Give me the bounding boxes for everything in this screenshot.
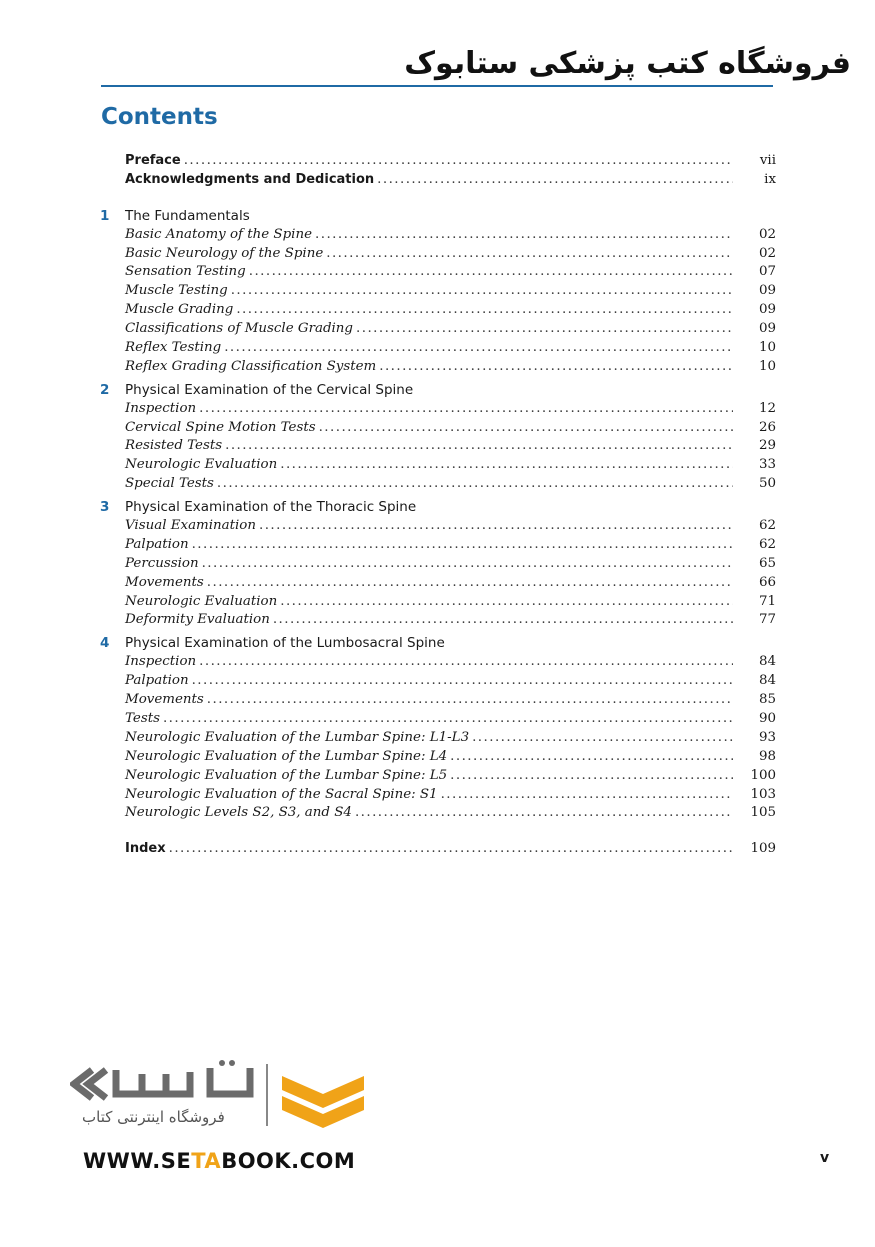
toc-entry-page: 12 [758, 400, 776, 416]
toc-entry-page: 02 [758, 226, 776, 242]
toc-entry-page: 50 [758, 476, 776, 492]
toc-entry-label: Movements [125, 574, 204, 590]
dot-leader [184, 152, 733, 171]
index-entry[interactable] [100, 840, 776, 859]
toc-entry-page: 26 [758, 419, 776, 435]
toc-entry-label: Movements [125, 692, 204, 708]
dot-leader [379, 358, 733, 377]
dot-leader [326, 245, 733, 264]
dot-leader [236, 301, 733, 320]
dot-leader [377, 171, 733, 190]
toc-entry-page: 66 [758, 574, 776, 590]
dot-leader [249, 263, 733, 282]
toc-entry-label: Inspection [125, 654, 197, 670]
dot-leader [259, 517, 733, 536]
section-entry[interactable] [100, 804, 776, 823]
url-prefix: WWW.SE [83, 1149, 192, 1173]
toc-entry-label: Neurologic Evaluation of the Lumbar Spine: L4 [125, 748, 448, 764]
setabook-logo-mark [70, 1060, 370, 1140]
chapter-heading[interactable] [100, 498, 776, 517]
toc-entry-page: 10 [758, 340, 776, 356]
section-entry[interactable] [100, 437, 776, 456]
toc-entry-page: 62 [758, 536, 776, 552]
section-entry[interactable] [100, 672, 776, 691]
chapter-number: 3 [100, 499, 110, 516]
toc-entry-label: Muscle Testing [125, 283, 228, 299]
chapter-heading[interactable] [100, 207, 776, 226]
toc-entry-label: Sensation Testing [125, 264, 246, 280]
toc-entry-label: Neurologic Evaluation of the Lumbar Spine: L1-L3 [125, 729, 470, 745]
dot-leader [199, 653, 733, 672]
page-number: v [820, 1150, 830, 1166]
toc-entry-label: Neurologic Levels S2, S3, and S4 [125, 805, 352, 821]
toc-entry-label: Classifications of Muscle Grading [125, 321, 354, 337]
toc-entry-page: 98 [758, 748, 776, 764]
toc-entry-page: 77 [758, 612, 776, 628]
toc-entry-page: 29 [758, 438, 776, 454]
dot-leader [169, 840, 733, 859]
section-entry[interactable] [100, 653, 776, 672]
section-entry[interactable] [100, 748, 776, 767]
dot-leader [273, 611, 733, 630]
toc-entry-label: Tests [125, 710, 160, 726]
toc-entry-label: Muscle Grading [125, 302, 234, 318]
toc-entry-page: 07 [758, 264, 776, 280]
toc-entry-label: Physical Examination of the Lumbosacral Spine [125, 635, 445, 652]
section-entry[interactable] [100, 263, 776, 282]
section-entry[interactable] [100, 710, 776, 729]
dot-leader [280, 456, 733, 475]
dot-leader [202, 555, 733, 574]
toc-entry-label: Cervical Spine Motion Tests [125, 419, 316, 435]
chapter-heading[interactable] [100, 381, 776, 400]
toc-entry-page: 93 [758, 729, 776, 745]
section-entry[interactable] [100, 358, 776, 377]
section-entry[interactable] [100, 282, 776, 301]
toc-entry-label: Basic Anatomy of the Spine [125, 226, 313, 242]
dot-leader [231, 282, 733, 301]
toc-entry-page: 109 [750, 841, 776, 857]
section-entry[interactable] [100, 475, 776, 494]
chapter-heading[interactable] [100, 634, 776, 653]
toc-entry-page: 10 [758, 358, 776, 374]
toc-entry-page: 33 [758, 457, 776, 473]
header-rule [101, 85, 773, 87]
url-accent: TA [191, 1149, 222, 1173]
chapter-number: 2 [100, 381, 110, 398]
toc-entry-page: 100 [750, 767, 776, 783]
section-entry[interactable] [100, 574, 776, 593]
section-entry[interactable] [100, 611, 776, 630]
section-entry[interactable] [100, 320, 776, 339]
dot-leader [280, 593, 733, 612]
dot-leader [207, 691, 733, 710]
toc-entry-page: 84 [758, 673, 776, 689]
chapter-number: 1 [100, 207, 110, 224]
section-entry[interactable] [100, 419, 776, 438]
dot-leader [225, 437, 733, 456]
toc-entry-page: 09 [758, 321, 776, 337]
section-entry[interactable] [100, 226, 776, 245]
toc-entry-page: 85 [758, 692, 776, 708]
dot-leader [450, 748, 733, 767]
toc-entry-label: Neurologic Evaluation [125, 593, 278, 609]
toc-entry-label: Resisted Tests [125, 438, 223, 454]
toc-entry-page: vii [759, 153, 776, 168]
toc-entry-label: Preface [125, 153, 181, 168]
toc-entry-page: 09 [758, 283, 776, 299]
dot-leader [217, 475, 733, 494]
dot-leader [356, 320, 733, 339]
dot-leader [192, 536, 733, 555]
section-entry[interactable] [100, 729, 776, 748]
toc-entry-page: 71 [758, 593, 776, 609]
toc-entry-label: Special Tests [125, 476, 214, 492]
toc-entry-label: Neurologic Evaluation of the Lumbar Spine: L5 [125, 767, 448, 783]
dot-leader [450, 767, 733, 786]
toc-entry-page: 103 [750, 786, 776, 802]
section-entry[interactable] [100, 301, 776, 320]
toc-entry-label: Physical Examination of the Thoracic Spine [125, 499, 417, 516]
section-entry[interactable] [100, 245, 776, 264]
front-matter-entry[interactable] [100, 171, 776, 190]
toc-entry-page: ix [764, 171, 776, 187]
toc-entry-label: Physical Examination of the Cervical Spine [125, 381, 414, 398]
dot-leader [472, 729, 733, 748]
dot-leader [319, 419, 733, 438]
chapter-number: 4 [100, 635, 110, 652]
spacer [100, 190, 776, 207]
toc-entry-page: 84 [758, 654, 776, 670]
toc-entry-label: Neurologic Evaluation [125, 457, 278, 473]
toc-entry-page: 09 [758, 302, 776, 318]
dot-leader [224, 339, 733, 358]
page-title: Contents [101, 104, 218, 130]
toc-entry-label: The Fundamentals [125, 207, 250, 224]
toc-entry-label: Reflex Grading Classification System [125, 358, 377, 374]
section-entry[interactable] [100, 691, 776, 710]
toc-entry-label: Acknowledgments and Dedication [125, 171, 375, 187]
url-suffix: BOOK.COM [221, 1149, 356, 1173]
spacer [100, 823, 776, 840]
section-entry[interactable] [100, 456, 776, 475]
section-entry[interactable] [100, 400, 776, 419]
dot-leader [163, 710, 733, 729]
section-entry[interactable] [100, 517, 776, 536]
dot-leader [199, 400, 733, 419]
toc-entry-label: Inspection [125, 400, 197, 416]
toc-entry-label: Palpation [125, 673, 189, 689]
section-entry[interactable] [100, 767, 776, 786]
toc-entry-label: Deformity Evaluation [125, 612, 270, 628]
section-entry[interactable] [100, 555, 776, 574]
toc-entry-page: 105 [750, 805, 776, 821]
logo-tagline: فروشگاه اینترنتی کتاب [82, 1108, 225, 1126]
toc-entry-label: Neurologic Evaluation of the Sacral Spine: S1 [125, 786, 438, 802]
section-entry[interactable] [100, 536, 776, 555]
setabook-logo [70, 1060, 370, 1140]
section-entry[interactable] [100, 593, 776, 612]
toc-entry-label: Visual Examination [125, 518, 256, 534]
store-banner: فروشگاه کتب پزشکی ستابوک [404, 46, 851, 81]
toc-entry-label: Basic Neurology of the Spine [125, 245, 324, 261]
front-matter-entry[interactable] [100, 152, 776, 171]
dot-leader [207, 574, 733, 593]
section-entry[interactable] [100, 339, 776, 358]
section-entry[interactable] [100, 786, 776, 805]
toc-entry-label: Reflex Testing [125, 340, 222, 356]
website-url[interactable] [83, 1149, 355, 1173]
dot-leader [355, 804, 733, 823]
dot-leader [441, 786, 733, 805]
table-of-contents [100, 152, 776, 859]
toc-entry-page: 90 [758, 710, 776, 726]
toc-entry-label: Palpation [125, 536, 189, 552]
dot-leader [192, 672, 733, 691]
dot-leader [315, 226, 733, 245]
toc-entry-page: 65 [758, 555, 776, 571]
toc-entry-label: Index [125, 841, 166, 857]
toc-entry-page: 62 [758, 518, 776, 534]
toc-entry-page: 02 [758, 245, 776, 261]
toc-entry-label: Percussion [125, 555, 199, 571]
